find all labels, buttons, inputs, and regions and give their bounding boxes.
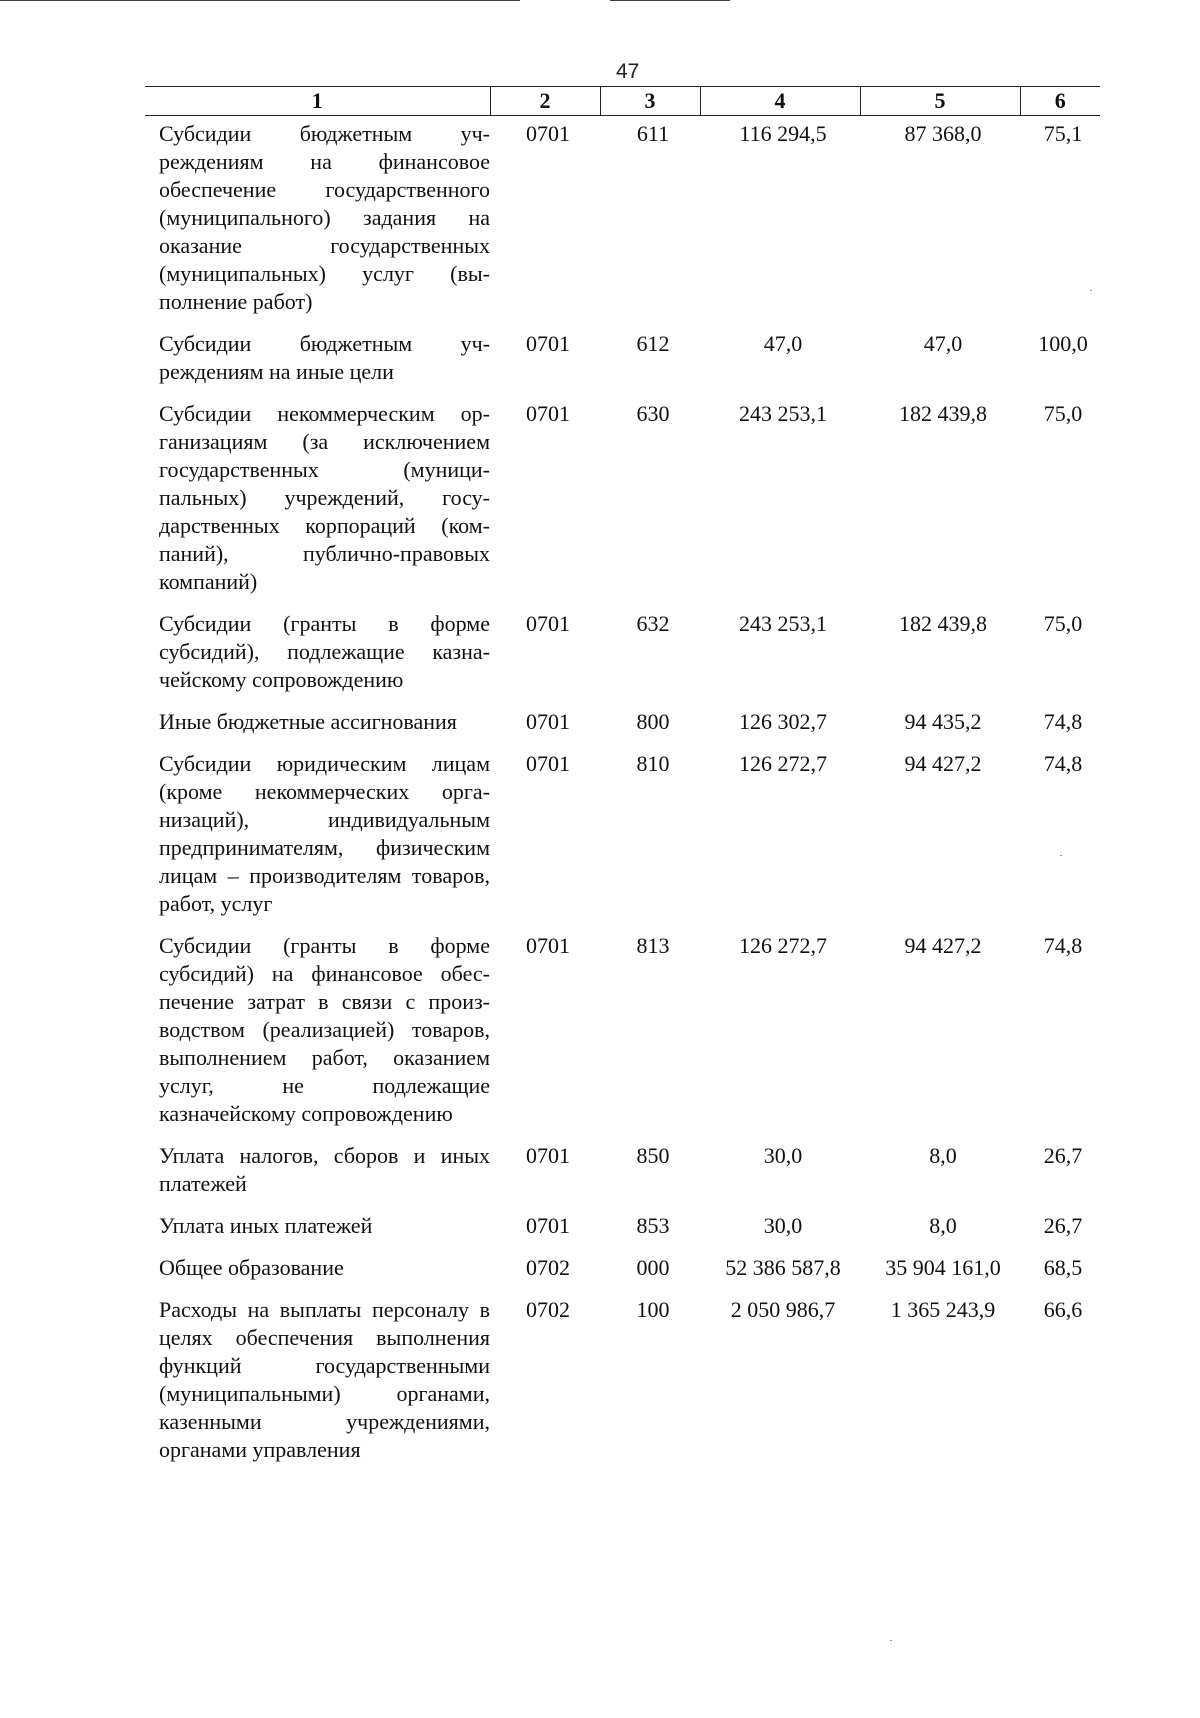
row-name: Иные бюджетные ассигнования <box>159 709 457 734</box>
row-plan: 243 253,1 <box>739 401 827 426</box>
scan-speck <box>890 1640 892 1641</box>
row-name: Субсидии (гранты в форме субсидий) на финансовое обеспечение затрат в связи с производством (реализацией) товаров, выполнением работ, оказанием услуг, не подлежащие казначейскому сопровождению <box>159 933 490 1126</box>
row-fact: 35 904 161,0 <box>885 1255 1001 1280</box>
row-percent: 66,6 <box>1043 1297 1083 1322</box>
row-fact: 94 427,2 <box>904 751 982 776</box>
table-row <box>145 708 1100 750</box>
row-percent: 100,0 <box>1038 331 1088 356</box>
row-type: 850 <box>636 1143 670 1168</box>
row-fact: 8,0 <box>929 1213 957 1238</box>
column-header-2: 2 <box>490 87 600 116</box>
row-percent: 26,7 <box>1043 1143 1083 1168</box>
row-fact: 182 439,8 <box>899 401 987 426</box>
table-row <box>145 610 1100 708</box>
row-section: 0701 <box>526 331 570 356</box>
row-plan: 126 302,7 <box>739 709 827 734</box>
table-row <box>145 1142 1100 1212</box>
scan-top-edge <box>0 0 1200 2</box>
row-section: 0702 <box>526 1297 570 1322</box>
row-type: 853 <box>636 1213 670 1238</box>
row-type: 000 <box>636 1255 670 1280</box>
row-plan: 30,0 <box>763 1213 803 1238</box>
table-row <box>145 330 1100 400</box>
row-plan: 126 272,7 <box>739 933 827 958</box>
table-row <box>145 1212 1100 1254</box>
row-type: 612 <box>636 331 670 356</box>
table-row <box>145 116 1100 331</box>
row-plan: 52 386 587,8 <box>725 1255 841 1280</box>
scan-speck <box>1060 855 1062 856</box>
row-percent: 75,0 <box>1043 401 1083 426</box>
row-percent: 75,0 <box>1043 611 1083 636</box>
row-fact: 1 365 243,9 <box>890 1297 996 1322</box>
column-header-1: 1 <box>145 87 490 116</box>
row-section: 0701 <box>526 611 570 636</box>
row-type: 611 <box>636 121 670 146</box>
row-type: 813 <box>636 933 670 958</box>
table-row <box>145 932 1100 1142</box>
row-section: 0701 <box>526 121 570 146</box>
row-plan: 2 050 986,7 <box>730 1297 836 1322</box>
row-percent: 74,8 <box>1043 751 1083 776</box>
row-name: Расходы на выплаты персоналу в целях обеспечения выполнения функций государственными (муниципальными) органами, казенными учреждениями, органами управления <box>159 1297 490 1462</box>
table-row <box>145 400 1100 610</box>
row-name: Уплата налогов, сборов и иных платежей <box>159 1143 490 1196</box>
scan-speck <box>1090 290 1092 291</box>
table-row <box>145 750 1100 932</box>
row-type: 630 <box>636 401 670 426</box>
table-row <box>145 1296 1100 1464</box>
table-row <box>145 1254 1100 1296</box>
row-plan: 243 253,1 <box>739 611 827 636</box>
row-type: 100 <box>636 1297 670 1322</box>
header-row <box>145 87 1100 116</box>
column-header-3: 3 <box>600 87 700 116</box>
row-percent: 75,1 <box>1043 121 1083 146</box>
row-plan: 30,0 <box>763 1143 803 1168</box>
row-name: Субсидии некоммерческим организациям (за исключением государственных (муниципальных) учреждений, государственных корпораций (компаний), публично-правовых компаний) <box>159 401 490 594</box>
row-name: Субсидии юридическим лицам (кроме некоммерческих организаций), индивидуальным предпринимателям, физическим лицам – производителям товаров, работ, услуг <box>159 751 490 916</box>
row-fact: 47,0 <box>923 331 963 356</box>
row-name: Субсидии бюджетным учреждениям на иные цели <box>159 331 490 384</box>
column-header-6: 6 <box>1020 87 1100 116</box>
row-section: 0701 <box>526 1143 570 1168</box>
budget-table <box>145 86 1100 1464</box>
row-fact: 87 368,0 <box>904 121 982 146</box>
row-percent: 74,8 <box>1043 709 1083 734</box>
row-plan: 47,0 <box>763 331 803 356</box>
column-header-4: 4 <box>700 87 860 116</box>
row-name: Субсидии бюджетным учреждениям на финансовое обеспечение государственного (муниципального) задания на оказание государственных (муниципальных) услуг (выполнение работ) <box>159 121 490 314</box>
row-section: 0701 <box>526 709 570 734</box>
row-percent: 74,8 <box>1043 933 1083 958</box>
row-section: 0701 <box>526 401 570 426</box>
row-name: Общее образование <box>159 1255 344 1280</box>
row-fact: 8,0 <box>929 1143 957 1168</box>
row-type: 810 <box>636 751 670 776</box>
column-header-5: 5 <box>860 87 1020 116</box>
row-plan: 116 294,5 <box>739 121 827 146</box>
row-percent: 26,7 <box>1043 1213 1083 1238</box>
row-fact: 94 435,2 <box>904 709 982 734</box>
row-type: 800 <box>636 709 670 734</box>
row-section: 0701 <box>526 933 570 958</box>
row-type: 632 <box>636 611 670 636</box>
row-plan: 126 272,7 <box>739 751 827 776</box>
row-name: Уплата иных платежей <box>159 1213 373 1238</box>
row-fact: 94 427,2 <box>904 933 982 958</box>
row-section: 0701 <box>526 1213 570 1238</box>
page-number: 47 <box>616 60 640 83</box>
row-section: 0701 <box>526 751 570 776</box>
row-fact: 182 439,8 <box>899 611 987 636</box>
row-section: 0702 <box>526 1255 570 1280</box>
row-percent: 68,5 <box>1043 1255 1083 1280</box>
row-name: Субсидии (гранты в форме субсидий), подлежащие казначейскому сопровождению <box>159 611 490 692</box>
